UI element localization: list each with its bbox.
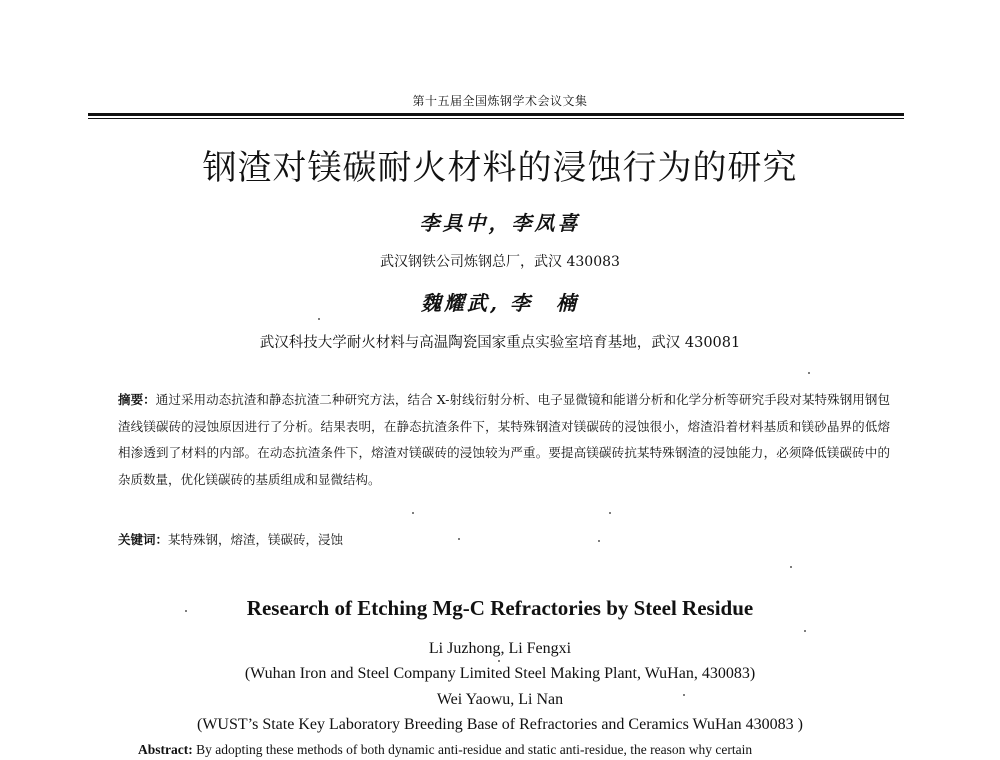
paper-title-cn: 钢渣对镁碳耐火材料的浸蚀行为的研究	[202, 148, 798, 188]
authors-en-1: Li Juzhong, Li Fengxi	[428, 640, 572, 657]
scan-speck	[412, 512, 414, 514]
abstract-cn-text: 通过采用动态抗渣和静态抗渣二种研究方法，结合 X-射线衍射分析、电子显微镜和能谱分析和化学分析等研究手段对某特殊钢用钢包渣线镁碳砖的浸蚀原因进行了分析。结果表明，在静态抗渣条件下，某特殊钢渣对镁碳砖的浸蚀很小，熔渣沿着材料基质和镁砂晶界的低熔相渗透到了材料的内部。在动态抗渣条件下，熔渣对镁碳砖的浸蚀较为严重。要提高镁碳砖抗某特殊钢渣的浸蚀能力，必须降低镁碳砖中的杂质数量，优化镁碳砖的基质组成和显微结构。	[118, 392, 890, 487]
scan-speck	[598, 540, 600, 542]
scan-speck	[790, 566, 792, 568]
affiliation-cn-2: 武汉科技大学耐火材料与高温陶瓷国家重点实验室培育基地，武汉 430081	[259, 335, 741, 351]
abstract-cn	[118, 387, 890, 493]
abstract-en-text: By adopting these methods of both dynamic anti-residue and static anti-residue, the reason why certain	[196, 742, 753, 757]
affiliation-en-2: (WUST’s State Key Laboratory Breeding Base of Refractories and Ceramics WuHan 430083 )	[197, 716, 803, 733]
keywords-cn-text: 某特殊钢，熔渣，镁碳砖，浸蚀	[168, 532, 344, 547]
scan-speck	[609, 512, 611, 514]
scan-speck	[683, 694, 685, 696]
abstract-en-label: Abstract:	[138, 742, 193, 757]
header-rule-thick	[88, 113, 904, 116]
keywords-cn-label: 关键词：	[118, 532, 169, 547]
abstract-en	[138, 742, 898, 758]
scan-speck	[318, 318, 320, 320]
affiliation-cn-1: 武汉钢铁公司炼钢总厂，武汉 430083	[380, 254, 620, 270]
affiliation-en-1: (Wuhan Iron and Steel Company Limited Steel Making Plant, WuHan, 430083)	[244, 665, 756, 682]
authors-cn-1: 李具中，李凤喜	[419, 211, 581, 235]
scan-speck	[458, 538, 460, 540]
paper-title-en: Research of Etching Mg-C Refractories by Steel Residue	[246, 596, 754, 620]
scan-speck	[808, 372, 810, 374]
authors-en-2: Wei Yaowu, Li Nan	[436, 691, 564, 708]
authors-cn-2: 魏耀武, 李 楠	[421, 291, 579, 315]
running-header: 第十五届全国炼钢学术会议文集	[412, 94, 588, 108]
header-rule-thin	[88, 118, 904, 119]
scan-speck	[498, 660, 500, 662]
keywords-cn	[118, 530, 343, 548]
scan-speck	[804, 630, 806, 632]
scan-speck	[185, 610, 187, 612]
abstract-cn-label: 摘要：	[118, 392, 156, 407]
